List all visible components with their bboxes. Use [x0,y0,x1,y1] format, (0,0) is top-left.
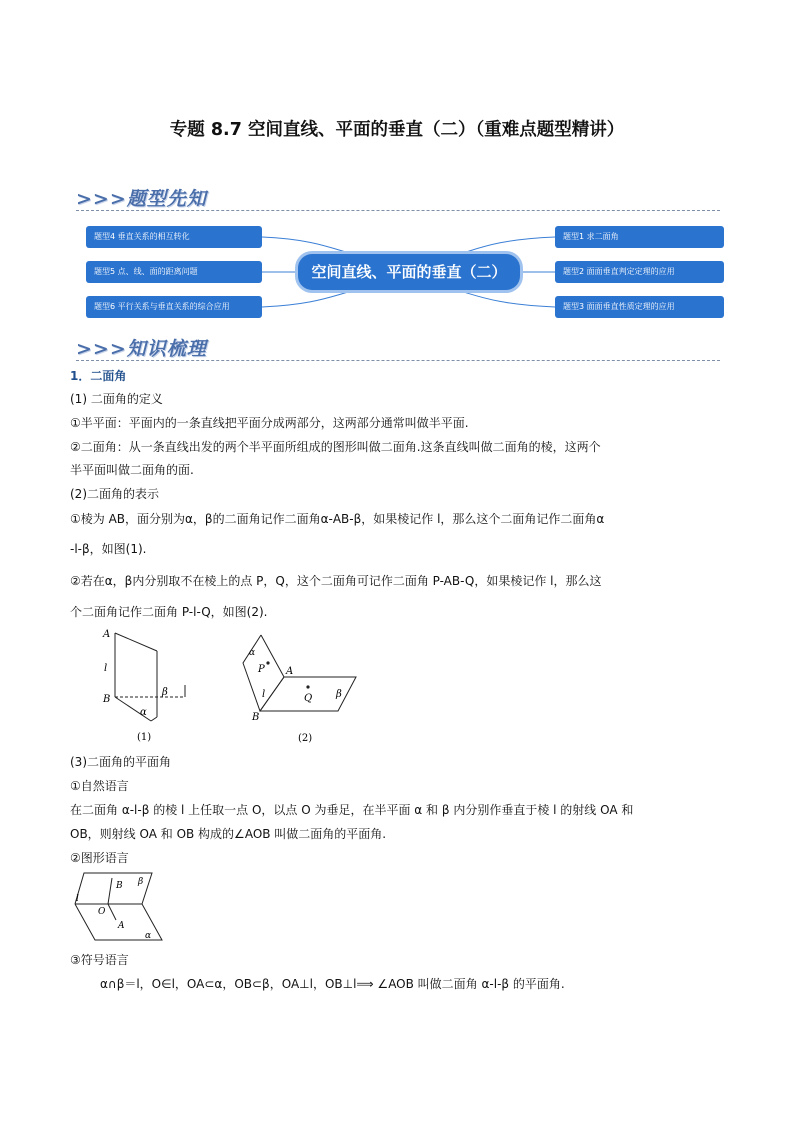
text-line: ①棱为 AB，面分别为α，β的二面角记作二面角α-AB-β，如果棱记作 l，那么这个二面角记作二面角α [70,512,605,526]
fig2-label-A: A [286,666,294,677]
mindmap-node-type4: 题型4 垂直关系的相互转化 [86,226,262,248]
mindmap-node-type1: 题型1 求二面角 [555,226,724,248]
text-line: -l-β，如图(1). [70,542,147,556]
figure-2-dihedral [236,625,366,750]
fig2-label-Q: Q [304,693,313,704]
mindmap-node-type5: 题型5 点、线、面的距离问题 [86,261,262,283]
heading-dihedral-angle: 1．二面角 [70,369,127,383]
text-line: 半平面叫做二面角的面. [70,463,194,477]
fig3-label-alpha: α [145,931,152,941]
fig1-label-alpha: α [140,707,147,718]
text-line: ①半平面：平面内的一条直线把平面分成两部分，这两部分通常叫做半平面. [70,416,469,430]
fig3-label-A: A [118,921,125,931]
fig3-label-l: l [76,894,79,904]
fig1-label-l: l [104,663,108,674]
mindmap-node-type2: 题型2 面面垂直判定定理的应用 [555,261,724,283]
mindmap-node-type3: 题型3 面面垂直性质定理的应用 [555,296,724,318]
text-line: ②二面角：从一条直线出发的两个半平面所组成的图形叫做二面角.这条直线叫做二面角的棱，这两个 [70,440,601,454]
fig2-label-l: l [262,689,266,700]
text-line: 个二面角记作二面角 P-l-Q，如图(2). [70,605,268,619]
fig2-caption: (2) [298,733,313,744]
fig2-label-alpha: α [249,648,256,658]
text-line: OB，则射线 OA 和 OB 构成的∠AOB 叫做二面角的平面角. [70,827,387,841]
fig2-label-beta: β [336,689,342,700]
text-line: 在二面角 α-l-β 的棱 l 上任取一点 O，以点 O 为垂足，在半平面 α 和 β 内分别作垂直于棱 l 的射线 OA 和 [70,803,634,817]
mindmap-node-type6: 题型6 平行关系与垂直关系的综合应用 [86,296,262,318]
divider [76,360,720,361]
figure-3-plane-angle [70,868,170,948]
fig3-label-O: O [98,907,106,917]
fig3-label-beta: β [138,877,144,887]
fig1-caption: (1) [137,732,152,743]
text-line: ②图形语言 [70,851,129,865]
text-line: (3)二面角的平面角 [70,755,171,769]
fig2-label-P: P [258,664,265,675]
text-line: (1) 二面角的定义 [70,392,163,406]
text-line: (2)二面角的表示 [70,487,159,501]
section-header-question-types: >>>题型先知 [76,188,207,210]
figure-1-dihedral [95,625,195,745]
mindmap-center: 空间直线、平面的垂直（二） [298,254,520,290]
fig3-label-B: B [116,881,123,891]
text-line: ②若在α，β内分别取不在棱上的点 P，Q，这个二面角可记作二面角 P-AB-Q，如果棱记作 l，那么这 [70,574,602,588]
fig1-label-beta: β [162,687,168,698]
page-title: 专题 8.7 空间直线、平面的垂直（二）（重难点题型精讲） [169,120,625,140]
fig2-label-B: B [252,712,260,723]
text-line: ③符号语言 [70,953,129,967]
symbolic-statement: α∩β＝l，O∈l，OA⊂α，OB⊂β，OA⊥l，OB⊥l⟹ ∠AOB 叫做二面角 α-l-β 的平面角. [100,977,565,991]
fig1-label-A: A [103,629,111,640]
text-line: ①自然语言 [70,779,129,793]
section-header-knowledge: >>>知识梳理 [76,338,207,360]
fig1-label-B: B [103,694,111,705]
